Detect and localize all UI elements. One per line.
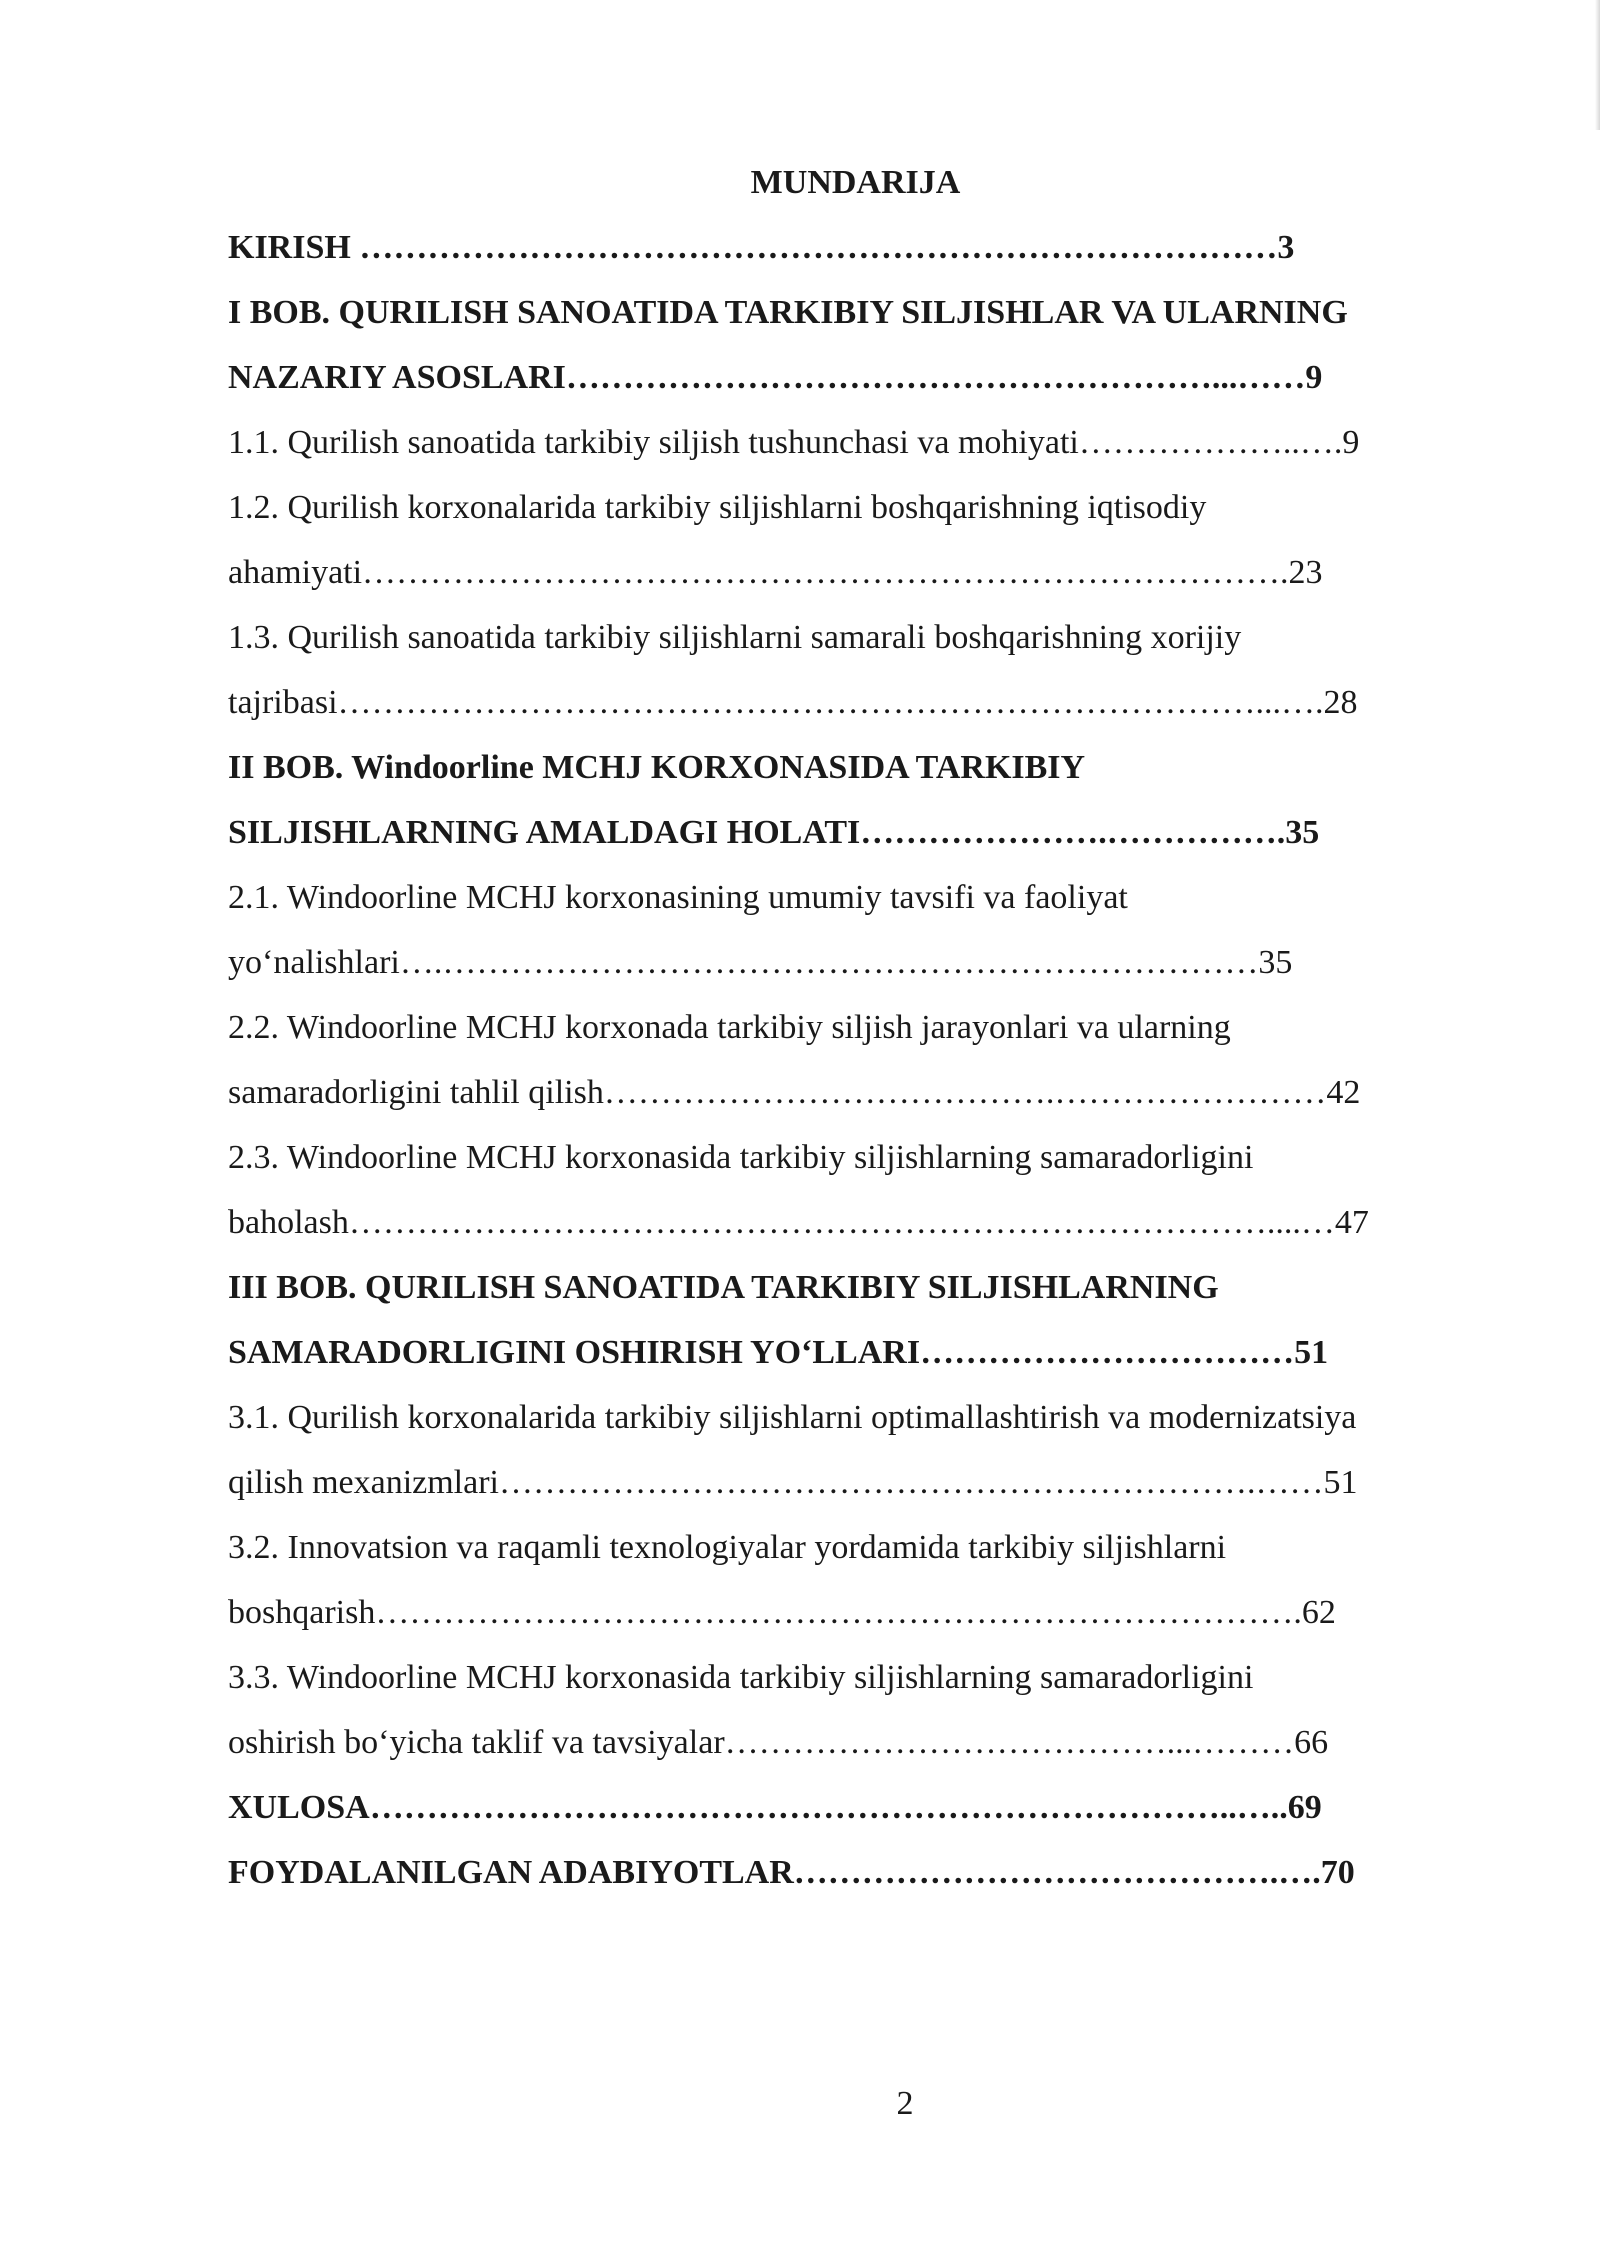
toc-line: KIRISH ………………………………………………………………………3 xyxy=(228,229,1295,266)
page-number: 2 xyxy=(896,2085,914,2122)
toc-line: ahamiyati……………………………………………………………………….23 xyxy=(228,554,1323,591)
toc-line: 2.3. Windoorline MCHJ korxonasida tarkibiy siljishlarning samaradorligini xyxy=(228,1139,1254,1176)
toc-line: NAZARIY ASOSLARI…………………………………………………...……9 xyxy=(228,359,1323,396)
toc-line: II BOB. Windoorline MCHJ KORXONASIDA TARKIBIY xyxy=(228,749,1086,786)
toc-line: III BOB. QURILISH SANOATIDA TARKIBIY SILJISHLARNING xyxy=(228,1269,1219,1306)
toc-line: 1.3. Qurilish sanoatida tarkibiy siljishlarni samarali boshqarishning xorijiy xyxy=(228,619,1242,656)
toc-line: 1.1. Qurilish sanoatida tarkibiy siljish tushunchasi va mohiyati………………..….9 xyxy=(228,424,1360,461)
toc-line: XULOSA…………………………………………………………………..…..69 xyxy=(228,1789,1322,1826)
toc-line: baholash………………………………………………………………………....…47 xyxy=(228,1204,1369,1241)
toc-line: 2.2. Windoorline MCHJ korxonada tarkibiy siljish jarayonlari va ularning xyxy=(228,1009,1231,1046)
toc-line: 3.3. Windoorline MCHJ korxonasida tarkibiy siljishlarning samaradorligini xyxy=(228,1659,1254,1696)
toc-line: I BOB. QURILISH SANOATIDA TARKIBIY SILJISHLAR VA ULARNING xyxy=(228,294,1348,331)
toc-line: 3.2. Innovatsion va raqamli texnologiyalar yordamida tarkibiy siljishlarni xyxy=(228,1529,1227,1566)
toc-lines xyxy=(228,215,1483,1905)
toc-line: tajribasi………………………………………………………………………...….28 xyxy=(228,684,1358,721)
page-edge-shadow xyxy=(1595,0,1600,130)
toc-line: qilish mexanizmlari………………………………………………………….……51 xyxy=(228,1464,1358,1501)
table-of-contents xyxy=(228,150,1483,1905)
toc-line: 2.1. Windoorline MCHJ korxonasining umumiy tavsifi va faoliyat xyxy=(228,879,1128,916)
toc-title: MUNDARIJA xyxy=(750,164,961,201)
toc-line: samaradorligini tahlil qilish………………………………….……………………42 xyxy=(228,1074,1361,1111)
toc-line: yo‘nalishlari….………………………………………………………………35 xyxy=(228,944,1293,981)
toc-line: 3.1. Qurilish korxonalarida tarkibiy siljishlarni optimallashtirish va modernizatsiya xyxy=(228,1399,1357,1436)
toc-line: SAMARADORLIGINI OSHIRISH YO‘LLARI……………………………51 xyxy=(228,1334,1329,1371)
toc-line: SILJISHLARNING AMALDAGI HOLATI………………….…………….35 xyxy=(228,814,1320,851)
toc-line: 1.2. Qurilish korxonalarida tarkibiy siljishlarni boshqarishning iqtisodiy xyxy=(228,489,1207,526)
toc-line: boshqarish……………………………………………………………………….62 xyxy=(228,1594,1336,1631)
toc-line: oshirish bo‘yicha taklif va tavsiyalar…………………………………...………66 xyxy=(228,1724,1329,1761)
toc-line: FOYDALANILGAN ADABIYOTLAR…………………………………….….70 xyxy=(228,1854,1355,1891)
